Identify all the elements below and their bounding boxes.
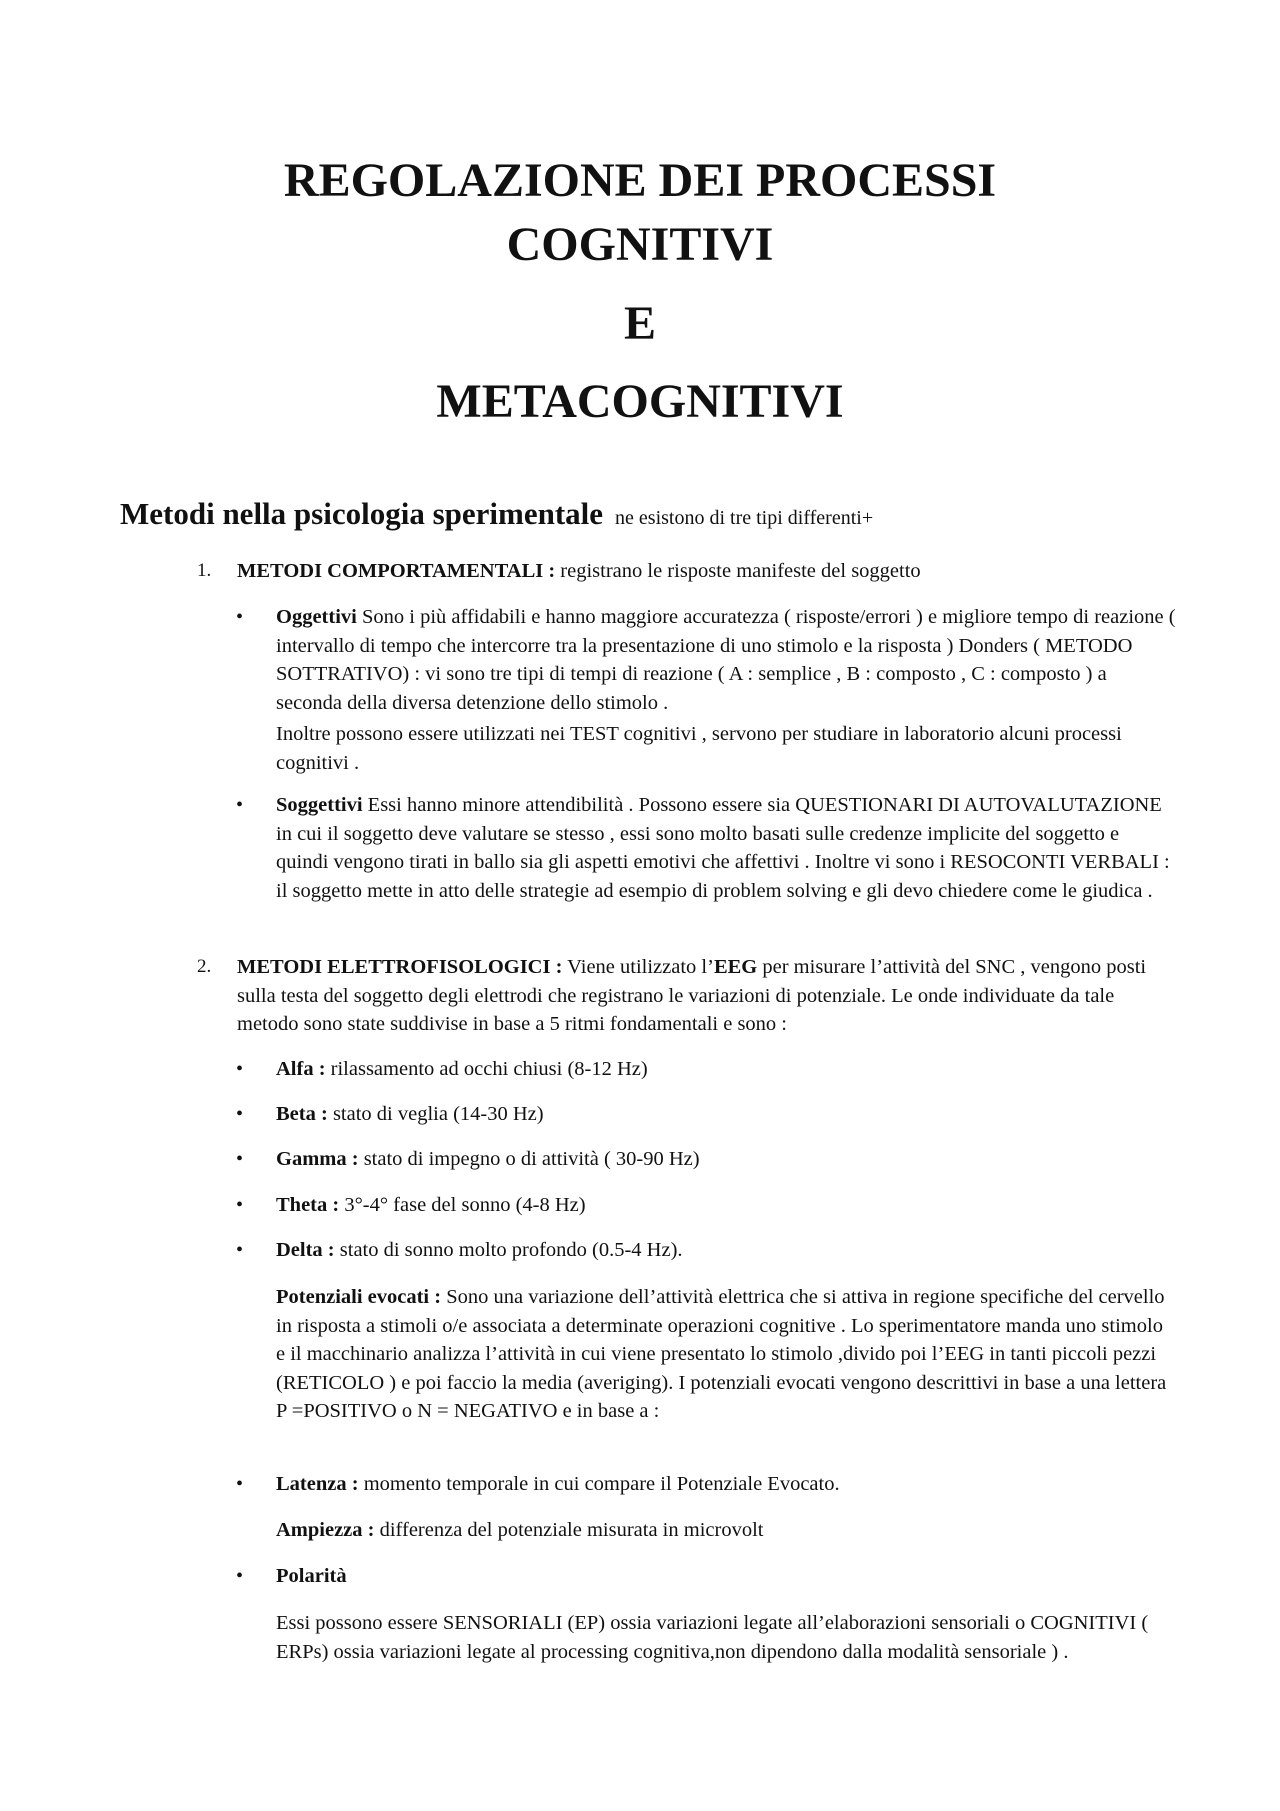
polarita-label: Polarità [276,1565,347,1587]
bullet-polarita: • [236,1565,244,1587]
wave-label-beta: Beta : [276,1103,328,1125]
wave-item-beta [276,1100,1176,1129]
closing-paragraph: Essi possono essere SENSORIALI (EP) ossia variazioni legate all’elaborazioni sensoriali o COGNITIVI ( ERPs) ossia variazioni legate al processing cognitiva,non dipendono dalla modalità sensoriale ) . [276,1612,1149,1663]
wave-text-theta: 3°-4° fase del sonno (4-8 Hz) [339,1194,586,1216]
oggettivi-paragraph-2: Inoltre possono essere utilizzati nei TEST cognitivi , servono per studiare in laboratorio alcuni processi cognitivi . [276,723,1122,774]
wave-item-alfa [276,1055,1176,1084]
wave-item-delta [276,1236,1176,1265]
item-1-label: METODI COMPORTAMENTALI : [237,560,556,582]
soggettivi-text: Essi hanno minore attendibilità . Possono essere sia QUESTIONARI DI AUTOVALUTAZIONE in cui il soggetto deve valutare se stesso , essi sono molto basati sulle credenze implicite del soggetto e quindi vengono tirati in ballo sia gli aspetti emotivi che affettivi . Inoltre vi sono i RESOCONTI VERBALI : il soggetto mette in atto delle strategie ad esempio di problem solving e gli devo chiedere come le giudica . [276,794,1170,902]
potenziali-evocati-paragraph [276,1283,1176,1426]
title-line-3: E [623,297,656,350]
wave-label-gamma: Gamma : [276,1148,359,1170]
oggettivi-paragraph [276,603,1176,717]
bullet-latenza: • [236,1473,244,1495]
wave-text-gamma: stato di impegno o di attività ( 30-90 Hz) [358,1148,700,1170]
bullet-beta: • [236,1103,244,1125]
oggettivi-text: Sono i più affidabili e hanno maggiore accuratezza ( risposte/errori ) e migliore tempo di reazione ( intervallo di tempo che intercorre tra la presentazione di uno stimolo e la risposta ) Donders ( METODO SOTTRATIVO) : vi sono tre tipi di tempi di reazione ( A : semplice , B : composto , C : composto ) a seconda della diversa detenzione dello stimolo . [276,606,1176,714]
wave-label-theta: Theta : [276,1194,340,1216]
title-line-4: METACOGNITIVI [436,375,844,428]
section-heading-text: Metodi nella psicologia sperimentale [120,496,604,531]
item-2-text-a: Viene utilizzato l’ [562,956,714,978]
bullet-alfa: • [236,1058,244,1080]
soggettivi-label: Soggettivi [276,794,363,816]
bullet-theta: • [236,1194,244,1216]
item-1-text: registrano le risposte manifeste del soggetto [555,560,921,582]
wave-item-theta [276,1191,1176,1220]
polarita-item [276,1562,1176,1591]
bullet-gamma: • [236,1148,244,1170]
latenza-item [276,1470,1176,1499]
potenziali-evocati-label: Potenziali evocati : [276,1286,442,1308]
eeg-term: EEG [713,956,758,978]
section-heading [120,496,873,532]
list-number-1: 1. [197,560,212,581]
item-2-paragraph [237,953,1177,1039]
oggettivi-label: Oggettivi [276,606,357,628]
soggettivi-paragraph [276,791,1176,905]
wave-text-delta: stato di sonno molto profondo (0.5-4 Hz). [334,1239,683,1261]
bullet-oggettivi: • [236,606,244,628]
list-number-2: 2. [197,956,212,977]
ampiezza-label: Ampiezza : [276,1519,375,1541]
item-2-label: METODI ELETTROFISOLOGICI : [237,956,563,978]
latenza-label: Latenza : [276,1473,359,1495]
section-subheading: ne esistono di tre tipi differenti+ [615,507,874,529]
title-line-1: REGOLAZIONE DEI PROCESSI [283,154,997,207]
wave-text-beta: stato di veglia (14-30 Hz) [327,1103,544,1125]
wave-label-delta: Delta : [276,1239,335,1261]
latenza-text: momento temporale in cui compare il Potenziale Evocato. [358,1473,840,1495]
wave-text-alfa: rilassamento ad occhi chiusi (8-12 Hz) [325,1058,648,1080]
title-line-2: COGNITIVI [506,218,774,271]
item-2-text-b: per misurare l’attività del SNC , vengono posti sulla testa del soggetto degli elettrodi che registrano le variazioni di potenziale. Le onde individuate da tale metodo sono state suddivise in base a 5 ritmi fondamentali e sono : [237,956,1147,1035]
potenziali-evocati-text: Sono una variazione dell’attività elettrica che si attiva in regione specifiche del cervello in risposta a stimoli o/e associata a determinate operazioni cognitive . Lo sperimentatore manda uno stimolo e il macchinario analizza l’attività in cui viene presentato lo stimolo ,divido poi l’EEG in tanti piccoli pezzi (RETICOLO ) e poi faccio la media (averiging). I potenziali evocati vengono descrittivi in base a una lettera P =POSITIVO o N = NEGATIVO e in base a : [276,1286,1167,1422]
wave-label-alfa: Alfa : [276,1058,326,1080]
ampiezza-item [276,1516,1176,1545]
wave-item-gamma [276,1145,1176,1174]
bullet-delta: • [236,1239,244,1261]
bullet-soggettivi: • [236,794,244,816]
ampiezza-text: differenza del potenziale misurata in microvolt [374,1519,764,1541]
item-1-paragraph [237,557,1177,586]
